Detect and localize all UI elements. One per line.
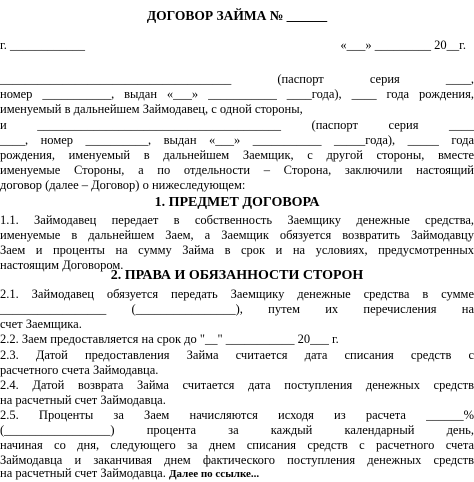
section-2-line-12: Займодавца и заканчивая днем фактического поступления денежных средств <box>0 453 474 467</box>
section-2-line-6: расчетного счета Займодавца. <box>0 363 159 377</box>
section-2-line-2: _________________ (________________), путем их перечисления на <box>0 302 474 316</box>
section-2-line-3: счет Заемщика. <box>0 317 82 331</box>
section-1-heading: 1. ПРЕДМЕТ ДОГОВОРА <box>154 195 320 210</box>
section-1-line-2: именуемые в дальнейшем Заем, а Заемщик обязуется возвратить Займодавцу <box>0 228 474 242</box>
section-2-last-line <box>0 466 474 482</box>
section-2-heading: 2. ПРАВА И ОБЯЗАННОСТИ СТОРОН <box>110 268 364 283</box>
date-field: «___» _________ 20__г. <box>340 38 466 52</box>
section-2-line-1: 2.1. Займодавец обязуется передать Заемщику денежные средства в сумме <box>0 287 474 301</box>
preamble-line-6: рождения, именуемый в дальнейшем Заемщик, с другой стороны, вместе <box>0 148 474 162</box>
section-2-line-7: 2.4. Датой возврата Займа считается дата поступления денежных средств <box>0 378 474 392</box>
preamble-line-3: именуемый в дальнейшем Займодавец, с одной стороны, <box>0 102 303 116</box>
preamble-line-8: договор (далее – Договор) о нижеследующем: <box>0 178 246 192</box>
section-1-line-3: Заем и проценты на сумму Займа в срок и на условиях, предусмотренных <box>0 243 474 257</box>
section-2-line-4: 2.2. Заем предоставляется на срок до "__" ___________ 20___ г. <box>0 332 339 346</box>
preamble-line-1: _____________________________________ (паспорт серия ____, <box>0 72 474 86</box>
preamble-line-7: именуемые Стороны, а по отдельности – Сторона, заключили настоящий <box>0 163 474 177</box>
document-title: ДОГОВОР ЗАЙМА № ______ <box>146 8 328 23</box>
more-link[interactable]: Далее по ссылке... <box>168 468 260 480</box>
section-2-line-8: на расчетный счет Займодавца. <box>0 393 166 407</box>
place-date-line <box>0 38 474 53</box>
preamble-line-5: ____, номер __________, выдан «___» ___________ _____года), _____ года <box>0 133 474 147</box>
section-1-line-1: 1.1. Займодавец передает в собственность Заемщику денежные средства, <box>0 213 474 227</box>
section-2-line-11: начиная со дня, следующего за днем списания средств с расчетного счета <box>0 438 474 452</box>
preamble-line-4: и _______________________________________ (паспорт серия ____ <box>0 118 474 132</box>
preamble-line-2: номер ___________, выдан «___» ___________ ____года), ____ года рождения, <box>0 87 474 101</box>
section-2-line-9: 2.5. Проценты за Заем начисляются исходя из расчета ______% <box>0 408 474 422</box>
section-1-line-4: настоящим Договором. <box>0 258 124 272</box>
section-2-line-5: 2.3. Датой предоставления Займа считается дата списания средств с <box>0 348 474 362</box>
section-2-line-10: (_________________) процента за каждый календарный день, <box>0 423 474 437</box>
section-2-line-13: на расчетный счет Займодавца. <box>0 466 166 480</box>
place-field: г. ____________ <box>0 38 85 52</box>
